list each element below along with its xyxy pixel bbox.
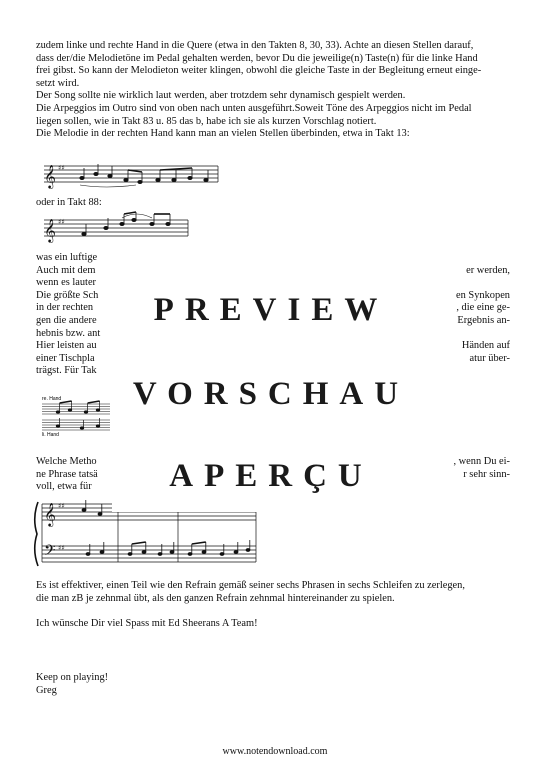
text-line: voll, etwa für <box>36 481 92 493</box>
text-line: liegen sollen, wie in Takt 83 u. 85 das b, habe ich sie als kurzen Vorschlag notiert. <box>36 115 377 127</box>
text-line: r sehr sinn- <box>463 468 510 480</box>
takt88-label: oder in Takt 88: <box>36 197 102 208</box>
svg-text:𝄞: 𝄞 <box>44 502 56 526</box>
music-staff-takt88 <box>36 208 196 244</box>
intro-text <box>36 40 512 141</box>
text-line: Die Melodie in der rechten Hand kann man an vielen Stellen überbinden, etwa in Takt 13: <box>36 128 410 140</box>
svg-text:♯♯: ♯♯ <box>58 218 65 226</box>
text-line: dass der/die Melodietöne im Pedal gehalten werden, bevor Du die jeweilige(n) Taste(n) für die linke Hand <box>36 52 478 64</box>
text-line: Es ist effektiver, einen Teil wie den Refrain gemäß seiner sechs Phrasen in sechs Schleifen zu zerlegen, <box>36 580 465 591</box>
text-line: atur über- <box>469 352 510 364</box>
text-line: in der rechten <box>36 302 94 314</box>
svg-text:𝄞: 𝄞 <box>44 218 56 242</box>
watermark-apercu: APERÇU <box>169 458 373 494</box>
watermark-preview: PREVIEW <box>153 292 389 328</box>
signature: Greg <box>36 684 57 696</box>
text-line: Hier leisten au <box>36 340 97 352</box>
text-line: einer Tischpla <box>36 352 95 364</box>
text-line: Die größte Sch <box>36 289 99 301</box>
footer-url[interactable]: www.notendownload.com <box>222 746 328 757</box>
left-hand-label: li. Hand <box>42 432 59 438</box>
svg-text:♯♯: ♯♯ <box>58 544 65 552</box>
music-staff-takt13 <box>36 158 226 190</box>
text-line: was ein luftige <box>36 252 98 263</box>
text-line: wenn es lauter <box>36 277 97 289</box>
text-line: er werden, <box>466 264 510 276</box>
svg-text:♯♯: ♯♯ <box>58 164 65 172</box>
text-line: , wenn Du ei- <box>453 456 510 467</box>
right-hand-label: re. Hand <box>42 396 62 402</box>
text-line: ne Phrase tatsä <box>36 468 98 480</box>
svg-text:♯♯: ♯♯ <box>58 502 65 510</box>
text-line: Auch mit dem <box>36 264 96 276</box>
music-staff-rhythm <box>36 390 116 440</box>
text-line: Die Arpeggios im Outro sind von oben nach unten ausgeführt.Soweit Töne des Arpeggios nicht im Pedal <box>36 102 472 114</box>
text-line: frei gibst. So kann der Melodieton weiter klingen, obwohl die gleiche Taste in der Begleitung erneut einge- <box>36 65 482 77</box>
text-line: die man zB je zehnmal übt, als den ganzen Refrain zehnmal hintereinander zu spielen. <box>36 592 395 604</box>
svg-text:𝄞: 𝄞 <box>44 164 56 188</box>
text-line: hebnis bzw. ant <box>36 327 101 339</box>
watermark-vorschau: VORSCHAU <box>132 376 410 412</box>
text-line: setzt wird. <box>36 77 80 89</box>
text-line: Der Song sollte nie wirklich laut werden, aber trotzdem sehr dynamisch gespielt werden. <box>36 90 406 102</box>
text-line: Welche Metho <box>36 456 97 467</box>
text-line: en Synkopen <box>456 289 510 301</box>
text-line: zudem linke und rechte Hand in die Quere (etwa in den Takten 8, 30, 33). Achte an diesen Stellen darauf, <box>36 40 474 51</box>
svg-text:𝄢: 𝄢 <box>44 542 56 563</box>
text-line: Händen auf <box>461 340 510 352</box>
text-line: gen die andere <box>36 315 97 326</box>
wish-line: Ich wünsche Dir viel Spass mit Ed Sheerans A Team! <box>36 618 258 629</box>
outro-text <box>36 580 512 605</box>
text-line: Ergebnis an- <box>457 315 510 326</box>
text-line: , die eine ge- <box>456 302 510 314</box>
signoff-line: Keep on playing! <box>36 672 109 683</box>
text-line: trägst. Für Tak <box>36 365 97 377</box>
